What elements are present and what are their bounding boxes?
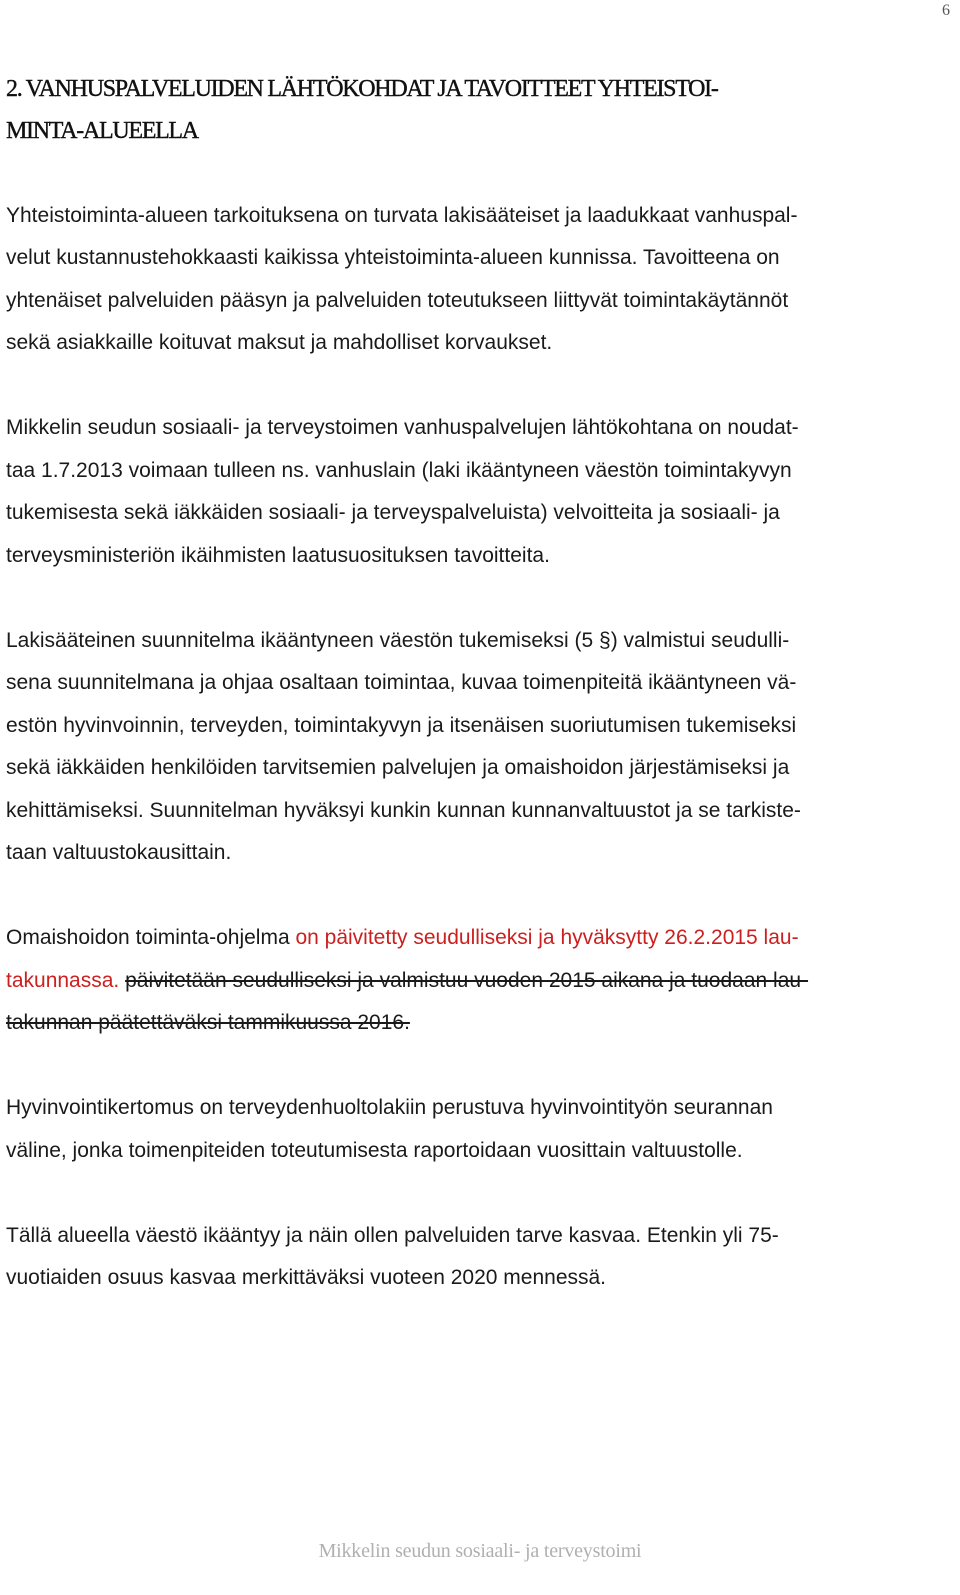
page-number: 6 [942, 2, 950, 19]
text-line: yhtenäiset palveluiden pääsyn ja palveluiden toteutukseen liittyvät toimintakäytännöt [6, 288, 789, 312]
revision-deleted-text: päivitetään seudulliseksi ja valmistuu vuoden 2015 aikana ja tuodaan lau- [125, 968, 809, 992]
page-footer: Mikkelin seudun sosiaali- ja terveystoimi [318, 1540, 642, 1562]
paragraph-purpose [6, 195, 946, 365]
paragraph-aging-population [6, 1215, 946, 1300]
revision-inserted-text: takunnassa. [6, 968, 120, 992]
paragraph-gap [6, 1045, 946, 1088]
text-line: vuotiaiden osuus kasvaa merkittäväksi vuoteen 2020 mennessä. [6, 1266, 607, 1289]
text-line: Yhteistoiminta-alueen tarkoituksena on turvata lakisääteiset ja laadukkaat vanhuspal- [6, 203, 798, 227]
paragraph-welfare-report [6, 1087, 946, 1172]
section-heading [6, 68, 946, 152]
paragraph-statutory-plan [6, 620, 946, 875]
text-line: taa 1.7.2013 voimaan tulleen ns. vanhuslain (laki ikääntyneen väestön toimintakyvyn [6, 458, 792, 482]
text-line: terveysministeriön ikäihmisten laatusuosituksen tavoitteita. [6, 543, 550, 567]
paragraph-caregiving-program [6, 917, 946, 1045]
text-line: Tällä alueella väestö ikääntyy ja näin ollen palveluiden tarve kasvaa. Etenkin yli 75- [6, 1223, 779, 1247]
paragraph-gap [6, 577, 946, 620]
revision-deleted-text: takunnan päätettäväksi tammikuussa 2016. [6, 1011, 410, 1034]
text-line: Mikkelin seudun sosiaali- ja terveystoimen vanhuspalvelujen lähtökohtana on noudat- [6, 416, 799, 439]
text-line: velut kustannustehokkaasti kaikissa yhteistoiminta-alueen kunnissa. Tavoitteena on [6, 246, 780, 269]
text-line: Lakisääteinen suunnitelma ikääntyneen väestön tukemiseksi (5 §) valmistui seudulli- [6, 628, 790, 652]
document-body [6, 68, 946, 1300]
text-line: väline, jonka toimenpiteiden toteutumisesta raportoidaan vuosittain valtuustolle. [6, 1138, 743, 1162]
text-segment: Omaishoidon toiminta-ohjelma [6, 926, 296, 949]
paragraph-gap [6, 365, 946, 408]
paragraph-gap [6, 152, 946, 195]
section-heading-line: 2. VANHUSPALVELUIDEN LÄHTÖKOHDAT JA TAVOITTEET YHTEISTOI- [6, 76, 718, 102]
text-line: estön hyvinvoinnin, terveyden, toimintakyvyn ja itsenäisen suoriutumisen tukemiseksi [6, 713, 797, 737]
revision-inserted-text: on päivitetty seudulliseksi ja hyväksytty 26.2.2015 lau- [295, 926, 799, 949]
text-line: kehittämiseksi. Suunnitelman hyväksyi kunkin kunnan kunnanvaltuustot ja se tarkiste- [6, 798, 801, 822]
paragraph-gap [6, 875, 946, 918]
text-line: sena suunnitelmana ja ohjaa osaltaan toimintaa, kuvaa toimenpiteitä ikääntyneen vä- [6, 671, 797, 694]
paragraph-gap [6, 1172, 946, 1215]
text-line: sekä iäkkäiden henkilöiden tarvitsemien palvelujen ja omaishoidon järjestämiseksi ja [6, 756, 790, 779]
text-line: Hyvinvointikertomus on terveydenhuoltolakiin perustuva hyvinvointityön seurannan [6, 1096, 773, 1119]
section-heading-line: MINTA-ALUEELLA [6, 118, 198, 144]
text-line: sekä asiakkaille koituvat maksut ja mahdolliset korvaukset. [6, 331, 553, 354]
text-line: tukemisesta sekä iäkkäiden sosiaali- ja terveyspalveluista) velvoitteita ja sosiaali- ja [6, 501, 780, 524]
paragraph-starting-point [6, 407, 946, 577]
text-line: taan valtuustokausittain. [6, 841, 232, 864]
